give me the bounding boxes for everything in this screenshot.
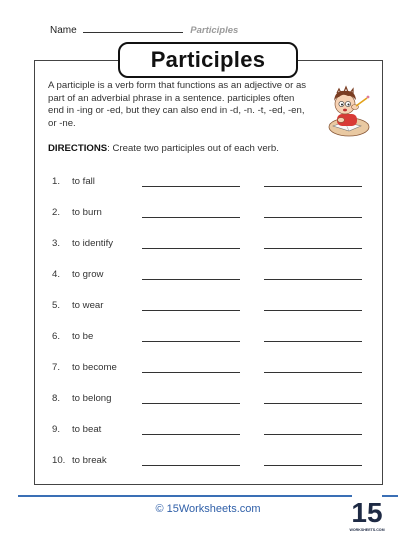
logo-word: WORKSHEETS.COM [349, 528, 385, 532]
item-verb: to identify [72, 238, 114, 249]
answer-line-1[interactable] [142, 372, 240, 373]
answer-line-1[interactable] [142, 248, 240, 249]
answer-line-1[interactable] [142, 465, 240, 466]
title-box [118, 42, 298, 78]
answer-line-2[interactable] [264, 341, 362, 342]
studying-child-illustration [315, 80, 375, 140]
list-item [52, 455, 372, 471]
item-verb: to beat [72, 424, 102, 435]
directions-label: DIRECTIONS [48, 143, 108, 154]
item-number: 3. [52, 238, 61, 249]
answer-line-2[interactable] [264, 279, 362, 280]
answer-line-1[interactable] [142, 310, 240, 311]
list-item [52, 176, 372, 192]
item-verb: to become [72, 362, 117, 373]
item-number: 1. [52, 176, 61, 187]
item-verb: to wear [72, 300, 104, 311]
list-item [52, 238, 372, 254]
answer-line-1[interactable] [142, 434, 240, 435]
list-item [52, 362, 372, 378]
intro-paragraph: A participle is a verb form that functions as an adjective or as part of an adverbial phrase in a sentence. participles often end in -ing or -ed, but they can also end in -d, -n. -t, -ed, -en, or -ne. [48, 80, 307, 129]
item-number: 8. [52, 393, 61, 404]
name-row [50, 24, 238, 36]
item-verb: to burn [72, 207, 102, 218]
answer-line-1[interactable] [142, 341, 240, 342]
answer-line-2[interactable] [264, 372, 362, 373]
item-verb: to belong [72, 393, 112, 404]
item-number: 6. [52, 331, 61, 342]
directions [48, 143, 279, 154]
item-number: 5. [52, 300, 61, 311]
item-number: 9. [52, 424, 61, 435]
topic-label: Participles [190, 25, 239, 36]
item-number: 2. [52, 207, 61, 218]
15worksheets-logo [349, 494, 385, 534]
list-item [52, 424, 372, 440]
item-verb: to grow [72, 269, 104, 280]
item-verb: to break [72, 455, 107, 466]
answer-line-2[interactable] [264, 434, 362, 435]
answer-line-2[interactable] [264, 310, 362, 311]
answer-line-1[interactable] [142, 186, 240, 187]
footer-divider [18, 495, 398, 497]
list-item [52, 331, 372, 347]
list-item [52, 207, 372, 223]
answer-line-2[interactable] [264, 403, 362, 404]
footer-copyright[interactable]: © 15Worksheets.com [155, 503, 261, 515]
name-input-line[interactable] [83, 24, 183, 33]
answer-line-2[interactable] [264, 186, 362, 187]
answer-line-1[interactable] [142, 403, 240, 404]
item-number: 4. [52, 269, 61, 280]
logo-number: 15 [351, 497, 383, 528]
list-item [52, 300, 372, 316]
answer-line-1[interactable] [142, 279, 240, 280]
item-verb: to fall [72, 176, 95, 187]
page-title: Participles [150, 47, 266, 72]
answer-line-2[interactable] [264, 217, 362, 218]
answer-line-1[interactable] [142, 217, 240, 218]
list-item [52, 269, 372, 285]
directions-text: : Create two participles out of each verb. [107, 143, 279, 154]
item-verb: to be [72, 331, 94, 342]
item-number: 10. [52, 455, 66, 466]
name-label: Name [50, 25, 77, 36]
item-number: 7. [52, 362, 61, 373]
answer-line-2[interactable] [264, 465, 362, 466]
list-item [52, 393, 372, 409]
answer-line-2[interactable] [264, 248, 362, 249]
